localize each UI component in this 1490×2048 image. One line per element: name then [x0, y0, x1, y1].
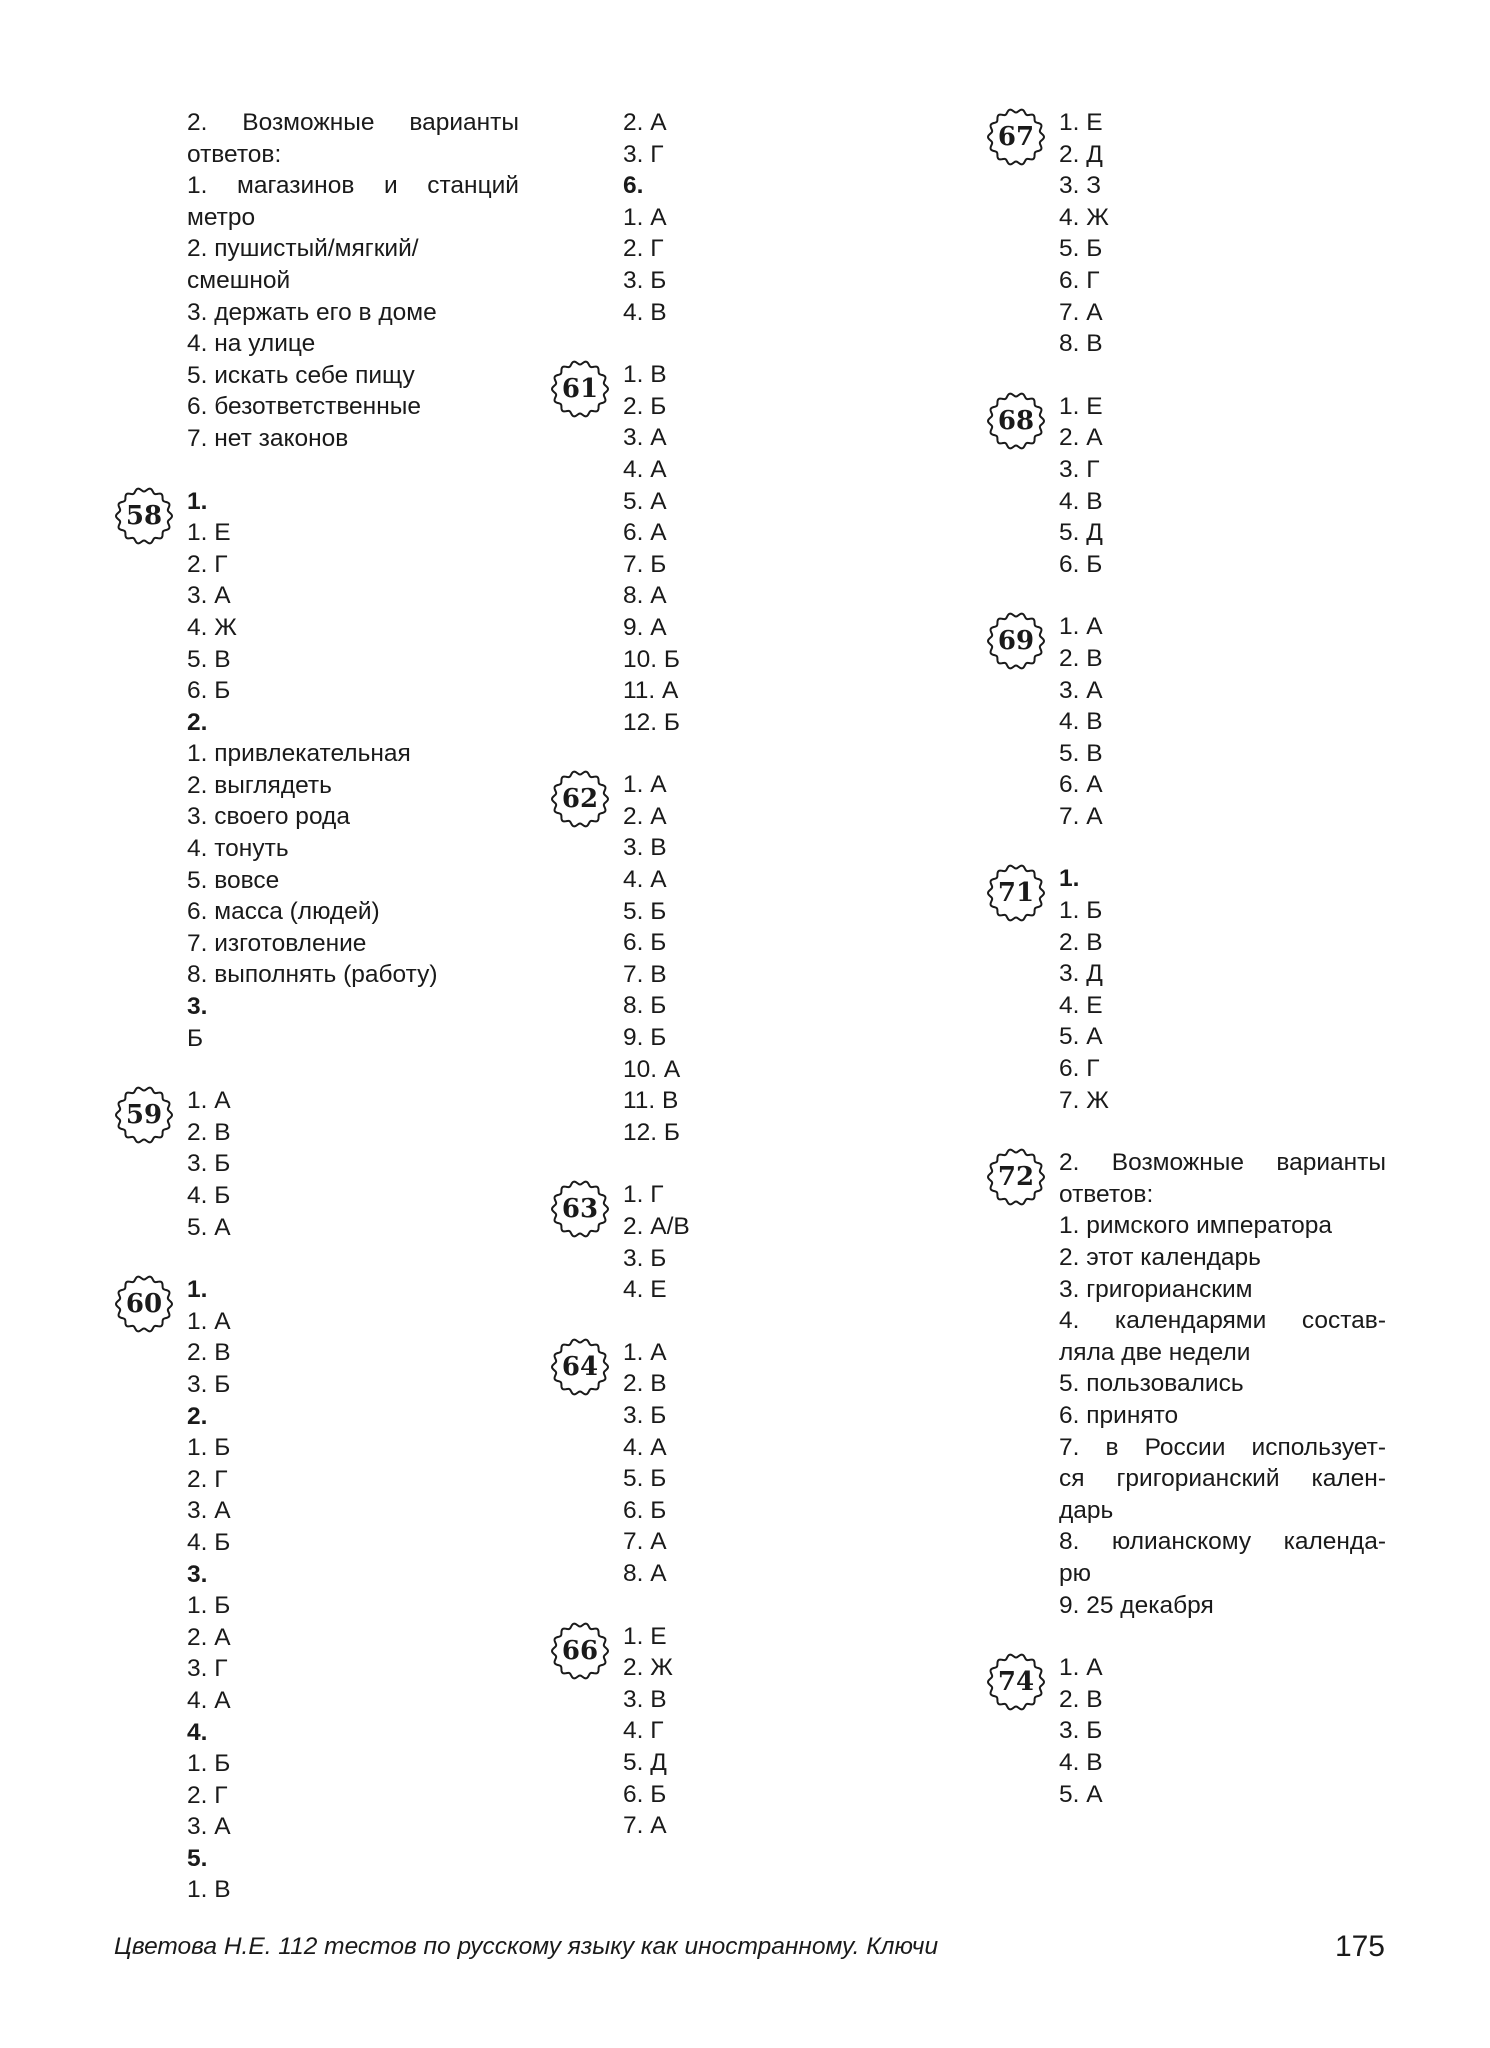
- answer-line: 1. В: [187, 1876, 231, 1904]
- answer-line: 3. Б: [623, 1244, 667, 1272]
- section-heading: 5.: [187, 1844, 208, 1872]
- task-number: 60: [125, 1289, 163, 1320]
- answer-line: 3. своего рода: [187, 803, 350, 831]
- answer-line: 2. этот календарь: [1059, 1244, 1261, 1271]
- answer-line: 1. В: [623, 361, 667, 389]
- answer-line: 2. В: [187, 1118, 231, 1146]
- answer-line: 5. А: [187, 1213, 231, 1241]
- task-number: 61: [561, 374, 599, 405]
- page-number: 175: [1334, 1930, 1385, 1963]
- answer-line: дарь: [1059, 1496, 1114, 1524]
- answer-line: 4. А: [623, 866, 667, 894]
- task-number: 58: [125, 500, 163, 531]
- answer-line: 4. В: [1059, 1748, 1103, 1776]
- answer-line: смешной: [187, 266, 291, 294]
- task-number: 67: [997, 122, 1035, 152]
- answer-block-74: [986, 1652, 1386, 1810]
- answer-line: 1. римского императора: [1059, 1212, 1333, 1240]
- answer-line: 4. Ж: [187, 613, 237, 641]
- answer-line: 1. Б: [187, 1434, 231, 1462]
- answer-line: 1. магазинов и станций: [187, 172, 519, 200]
- section-heading: 6.: [623, 172, 644, 200]
- answer-line: 3. В: [623, 1685, 667, 1713]
- answer-line: 3. Б: [187, 1370, 231, 1398]
- answer-line: 1. А: [1059, 613, 1103, 641]
- answer-line: 3. Б: [1059, 1717, 1103, 1745]
- answer-line: 3. держать его в доме: [187, 298, 437, 326]
- answer-line: 12. Б: [623, 708, 680, 736]
- answer-line: 10. Б: [623, 645, 680, 673]
- answer-line: 7. Ж: [1059, 1086, 1109, 1114]
- answer-block-62: [550, 769, 870, 1148]
- answer-line: 5. пользовались: [1059, 1370, 1244, 1398]
- task-number-badge: [986, 1147, 1046, 1207]
- answer-line: 6. Б: [623, 929, 667, 957]
- answer-line: ляла две недели: [1059, 1338, 1251, 1366]
- answer-line: 2. А: [187, 1623, 231, 1651]
- answer-line: 2. пушистый/мягкий/: [187, 235, 419, 263]
- answer-line: 5. искать себе пищу: [187, 361, 415, 389]
- section-heading: 1.: [1059, 865, 1080, 893]
- task-number-badge: [986, 107, 1046, 167]
- answer-line: 4. Б: [187, 1182, 231, 1209]
- answer-line: 3. В: [623, 834, 667, 862]
- answer-line: 8. Б: [623, 992, 667, 1020]
- answer-line: 2. Г: [187, 1465, 228, 1493]
- answer-line: метро: [187, 203, 256, 231]
- task-number: 64: [561, 1351, 599, 1382]
- task-number: 66: [561, 1635, 599, 1666]
- answer-line: 3. А: [187, 1497, 231, 1525]
- answer-line: 2. В: [187, 1339, 231, 1367]
- answer-column-1: [114, 107, 519, 1937]
- section-heading: 2.: [187, 1402, 208, 1430]
- answer-block-61: [550, 359, 870, 738]
- answer-line: 1. Г: [623, 1181, 664, 1209]
- answer-line: 6. Б: [1059, 550, 1103, 578]
- answer-line: 2. Г: [187, 550, 228, 578]
- answer-line: 5. А: [1059, 1023, 1103, 1051]
- answer-line: 5. А: [1059, 1780, 1103, 1808]
- answer-line: 2. Д: [1059, 140, 1103, 168]
- answer-line: 5. Б: [623, 897, 667, 925]
- answer-line: 4. В: [1059, 487, 1103, 515]
- answer-line: 11. В: [623, 1087, 679, 1115]
- answer-line: 4. календарями состав-: [1059, 1307, 1386, 1335]
- answer-line: 6. А: [1059, 771, 1103, 799]
- answer-line: 7. А: [1059, 802, 1103, 830]
- answer-line: 6. Б: [623, 1780, 667, 1808]
- task-number-badge: [986, 863, 1046, 923]
- answer-line: 1. привлекательная: [187, 740, 411, 768]
- answer-line: 9. Б: [623, 1024, 667, 1052]
- answer-line: 2. Г: [623, 235, 664, 263]
- answer-line: 2. Возможные варианты: [1059, 1149, 1386, 1177]
- answer-line: 6. А: [623, 519, 667, 547]
- answer-line: 6. Г: [1059, 1055, 1100, 1083]
- task-number-badge: [114, 486, 174, 546]
- task-number: 68: [997, 405, 1035, 436]
- answer-line: 7. А: [623, 1528, 667, 1556]
- answer-line: 7. в России использует-: [1059, 1433, 1386, 1461]
- task-number: 74: [997, 1667, 1035, 1698]
- answer-line: 7. изготовление: [187, 929, 367, 957]
- answer-line: 4. Б: [187, 1528, 231, 1556]
- answer-line: 4. Ж: [1059, 203, 1109, 231]
- answer-block-72: [986, 1147, 1386, 1621]
- answer-line: 5. Д: [1059, 519, 1103, 547]
- answer-line: 7. нет законов: [187, 424, 349, 452]
- answer-block-60: [114, 1274, 519, 1906]
- answer-line: 2. Возможные варианты: [187, 109, 519, 136]
- answer-line: 12. Б: [623, 1118, 680, 1146]
- task-number: 69: [997, 626, 1035, 657]
- answer-line: 2. А: [623, 802, 667, 830]
- answer-line: 4. Е: [1059, 991, 1103, 1019]
- answer-line: 4. В: [623, 298, 667, 326]
- answer-line: ответов:: [1059, 1180, 1154, 1208]
- answer-line: 3. А: [187, 1813, 231, 1841]
- answer-line: 1. А: [623, 1338, 667, 1366]
- task-number-badge: [114, 1274, 174, 1334]
- answer-line: ся григорианский кален-: [1059, 1465, 1386, 1493]
- answer-line: 3. А: [623, 424, 667, 452]
- section-heading: 2.: [187, 708, 208, 736]
- section-heading: 3.: [187, 1560, 208, 1588]
- task-number-badge: [986, 1652, 1046, 1712]
- answer-line: 9. 25 декабря: [1059, 1591, 1214, 1619]
- section-heading: 4.: [187, 1718, 208, 1746]
- answer-block-69: [986, 611, 1386, 832]
- task-number-badge: [550, 1621, 610, 1681]
- answer-block-68: [986, 391, 1386, 581]
- answer-line: 8. юлианскому календа-: [1059, 1528, 1386, 1556]
- task-number-badge: [550, 769, 610, 829]
- answer-line: 2. В: [623, 1370, 667, 1398]
- task-number-badge: [550, 1179, 610, 1239]
- answer-line: 2. В: [1059, 1685, 1103, 1713]
- answer-line: Б: [187, 1024, 204, 1052]
- answer-line: 6. безответственные: [187, 393, 421, 421]
- answer-line: 8. выполнять (работу): [187, 961, 438, 989]
- task-number-badge: [986, 611, 1046, 671]
- answer-line: рю: [1059, 1559, 1092, 1587]
- answer-block-continued: [550, 107, 870, 328]
- answer-line: 5. В: [1059, 739, 1103, 767]
- answer-line: 2. Б: [623, 392, 667, 420]
- answer-line: 6. Г: [1059, 266, 1100, 294]
- task-number-badge: [986, 391, 1046, 451]
- answer-line: 5. Б: [1059, 235, 1103, 263]
- section-heading: 3.: [187, 993, 208, 1021]
- answer-line: 1. Е: [1059, 392, 1103, 420]
- answer-block-66: [550, 1621, 870, 1842]
- answer-line: 11. А: [623, 677, 679, 705]
- task-number: 72: [997, 1162, 1035, 1193]
- task-number: 62: [561, 784, 599, 815]
- answer-line: 4. А: [623, 455, 667, 483]
- answer-line: 3. А: [187, 582, 231, 610]
- answer-line: 4. Е: [623, 1276, 667, 1304]
- answer-line: 5. вовсе: [187, 866, 280, 894]
- answer-line: 3. Г: [1059, 455, 1100, 483]
- answer-line: 4. А: [623, 1433, 667, 1461]
- answer-line: 2. выглядеть: [187, 771, 332, 799]
- task-number: 71: [997, 878, 1035, 909]
- answer-line: 2. А/В: [623, 1213, 690, 1240]
- answer-line: 8. А: [623, 1559, 667, 1587]
- task-number-badge: [114, 1085, 174, 1145]
- answer-line: 1. А: [187, 1307, 231, 1335]
- answer-line: 7. В: [623, 960, 667, 988]
- answer-line: 4. В: [1059, 708, 1103, 736]
- answer-line: 4. тонуть: [187, 835, 289, 863]
- answer-line: 5. В: [187, 645, 231, 673]
- answer-line: 1. А: [623, 203, 667, 231]
- answer-line: 3. А: [1059, 676, 1103, 704]
- answer-line: 2. А: [623, 109, 667, 136]
- answer-line: 5. Б: [623, 1465, 667, 1493]
- answer-line: 2. Ж: [623, 1654, 673, 1682]
- answer-line: 9. А: [623, 613, 667, 641]
- answer-line: 1. А: [623, 771, 667, 799]
- answer-line: 1. Е: [623, 1622, 667, 1650]
- answer-line: 2. В: [1059, 644, 1103, 672]
- answer-line: 7. А: [623, 1812, 667, 1840]
- answer-line: 1. Е: [187, 519, 231, 547]
- answer-line: 6. Б: [187, 677, 231, 705]
- task-number: 59: [125, 1100, 163, 1131]
- answer-line: 6. масса (людей): [187, 898, 380, 926]
- answer-block-64: [550, 1337, 870, 1590]
- answer-line: 6. Б: [623, 1496, 667, 1524]
- section-heading: 1.: [187, 1276, 208, 1304]
- section-heading: 1.: [187, 487, 208, 515]
- answer-line: 5. А: [623, 487, 667, 515]
- answer-line: 10. А: [623, 1055, 681, 1083]
- answer-line: 1. Е: [1059, 109, 1103, 136]
- answer-block-58: [114, 486, 519, 1055]
- answer-line: 3. Б: [187, 1150, 231, 1178]
- answer-line: 2. А: [1059, 424, 1103, 452]
- task-number-badge: [550, 1337, 610, 1397]
- answer-line: 4. на улице: [187, 330, 316, 358]
- task-number: 63: [561, 1194, 599, 1225]
- answer-line: 3. Г: [187, 1655, 228, 1683]
- answer-line: 6. принято: [1059, 1401, 1179, 1429]
- answer-line: 3. Б: [623, 1401, 667, 1429]
- answer-line: 4. А: [187, 1686, 231, 1714]
- answer-line: ответов:: [187, 140, 282, 168]
- answer-line: 1. А: [187, 1087, 231, 1115]
- footer-citation: Цветова Н.Е. 112 тестов по русскому языку как иностранному. Ключи: [114, 1933, 939, 1960]
- answer-line: 4. Г: [623, 1717, 664, 1745]
- answer-block-67: [986, 107, 1386, 360]
- answer-line: 3. Б: [623, 266, 667, 294]
- task-number-badge: [550, 359, 610, 419]
- answer-line: 3. Г: [623, 140, 664, 168]
- answer-line: 1. А: [1059, 1654, 1103, 1682]
- answer-column-2: [550, 107, 870, 1873]
- answer-line: 8. А: [623, 582, 667, 610]
- answer-line: 3. Д: [1059, 960, 1103, 988]
- answer-line: 1. Б: [187, 1592, 231, 1620]
- answer-line: 7. Б: [623, 550, 667, 578]
- answer-line: 7. А: [1059, 298, 1103, 326]
- answer-line: 2. В: [1059, 928, 1103, 956]
- answer-line: 5. Д: [623, 1748, 667, 1776]
- answer-line: 2. Г: [187, 1781, 228, 1809]
- answer-block-71: [986, 863, 1386, 1116]
- answer-block-63: [550, 1179, 870, 1305]
- answer-line: 3. григорианским: [1059, 1275, 1253, 1303]
- answer-column-3: [986, 107, 1386, 1841]
- answer-block-59: [114, 1085, 519, 1243]
- answer-block-continued: [114, 107, 519, 455]
- answer-line: 1. Б: [1059, 897, 1103, 925]
- answer-line: 3. З: [1059, 172, 1102, 200]
- answer-line: 1. Б: [187, 1750, 231, 1778]
- answer-line: 8. В: [1059, 330, 1103, 358]
